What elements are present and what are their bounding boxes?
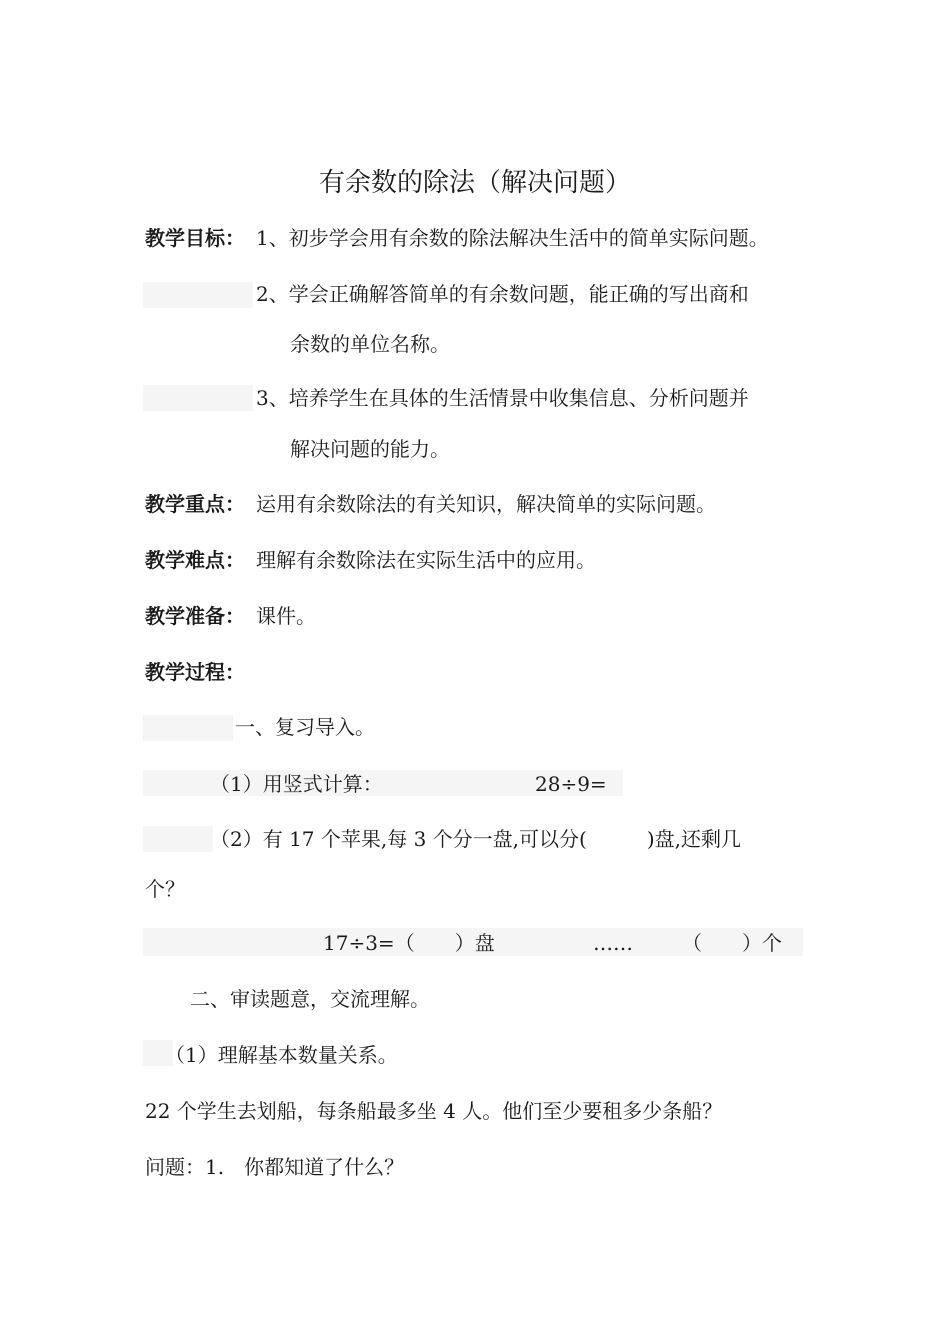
difficulty-text: 理解有余数除法在实际生活中的应用。 xyxy=(256,548,596,572)
preparation-text: 课件。 xyxy=(256,604,316,628)
objective-1: 1、初步学会用有余数的除法解决生活中的简单实际问题。 xyxy=(256,226,769,250)
section1-q2-line2: 个？ xyxy=(145,877,185,901)
shade-band xyxy=(143,715,233,741)
section1-q2-remainder: （ ）个 xyxy=(682,931,782,955)
difficulty-label: 教学难点： xyxy=(145,548,245,572)
section2-sub1: （1）理解基本数量关系。 xyxy=(165,1043,398,1067)
objective-3-line2: 解决问题的能力。 xyxy=(290,437,450,461)
objective-2-line1: 2、学会正确解答简单的有余数问题，能正确的写出商和 xyxy=(256,282,749,306)
section1-q2-line1: （2）有 17 个苹果,每 3 个分一盘,可以分( )盘,还剩几 xyxy=(210,827,742,851)
shade-band xyxy=(143,282,253,308)
key-point-text: 运用有余数除法的有关知识，解决简单的实际问题。 xyxy=(256,492,716,516)
section1-q1-label: （1）用竖式计算： xyxy=(210,772,383,796)
shade-band xyxy=(143,385,253,411)
section2-problem: 22 个学生去划船，每条船最多坐 4 人。他们至少要租多少条船？ xyxy=(145,1099,723,1123)
objective-2-line2: 余数的单位名称。 xyxy=(290,332,450,356)
objective-3-line1: 3、培养学生在具体的生活情景中收集信息、分析问题并 xyxy=(256,386,749,410)
key-point-label: 教学重点： xyxy=(145,492,245,516)
section1-heading: 一、复习导入。 xyxy=(235,715,375,739)
page-title: 有余数的除法（解决问题） xyxy=(318,168,631,198)
section1-q1-expr: 28÷9= xyxy=(535,772,607,796)
section1-q2-expr: 17÷3=（ ）盘 xyxy=(323,931,495,955)
section1-q2-dots: …… xyxy=(593,931,633,955)
section2-heading: 二、审读题意，交流理解。 xyxy=(190,987,430,1011)
objectives-label: 教学目标： xyxy=(145,226,245,250)
process-label: 教学过程： xyxy=(145,660,245,684)
section2-question1: 问题：1. 你都知道了什么？ xyxy=(145,1155,405,1179)
shade-band xyxy=(143,826,213,852)
preparation-label: 教学准备： xyxy=(145,604,245,628)
